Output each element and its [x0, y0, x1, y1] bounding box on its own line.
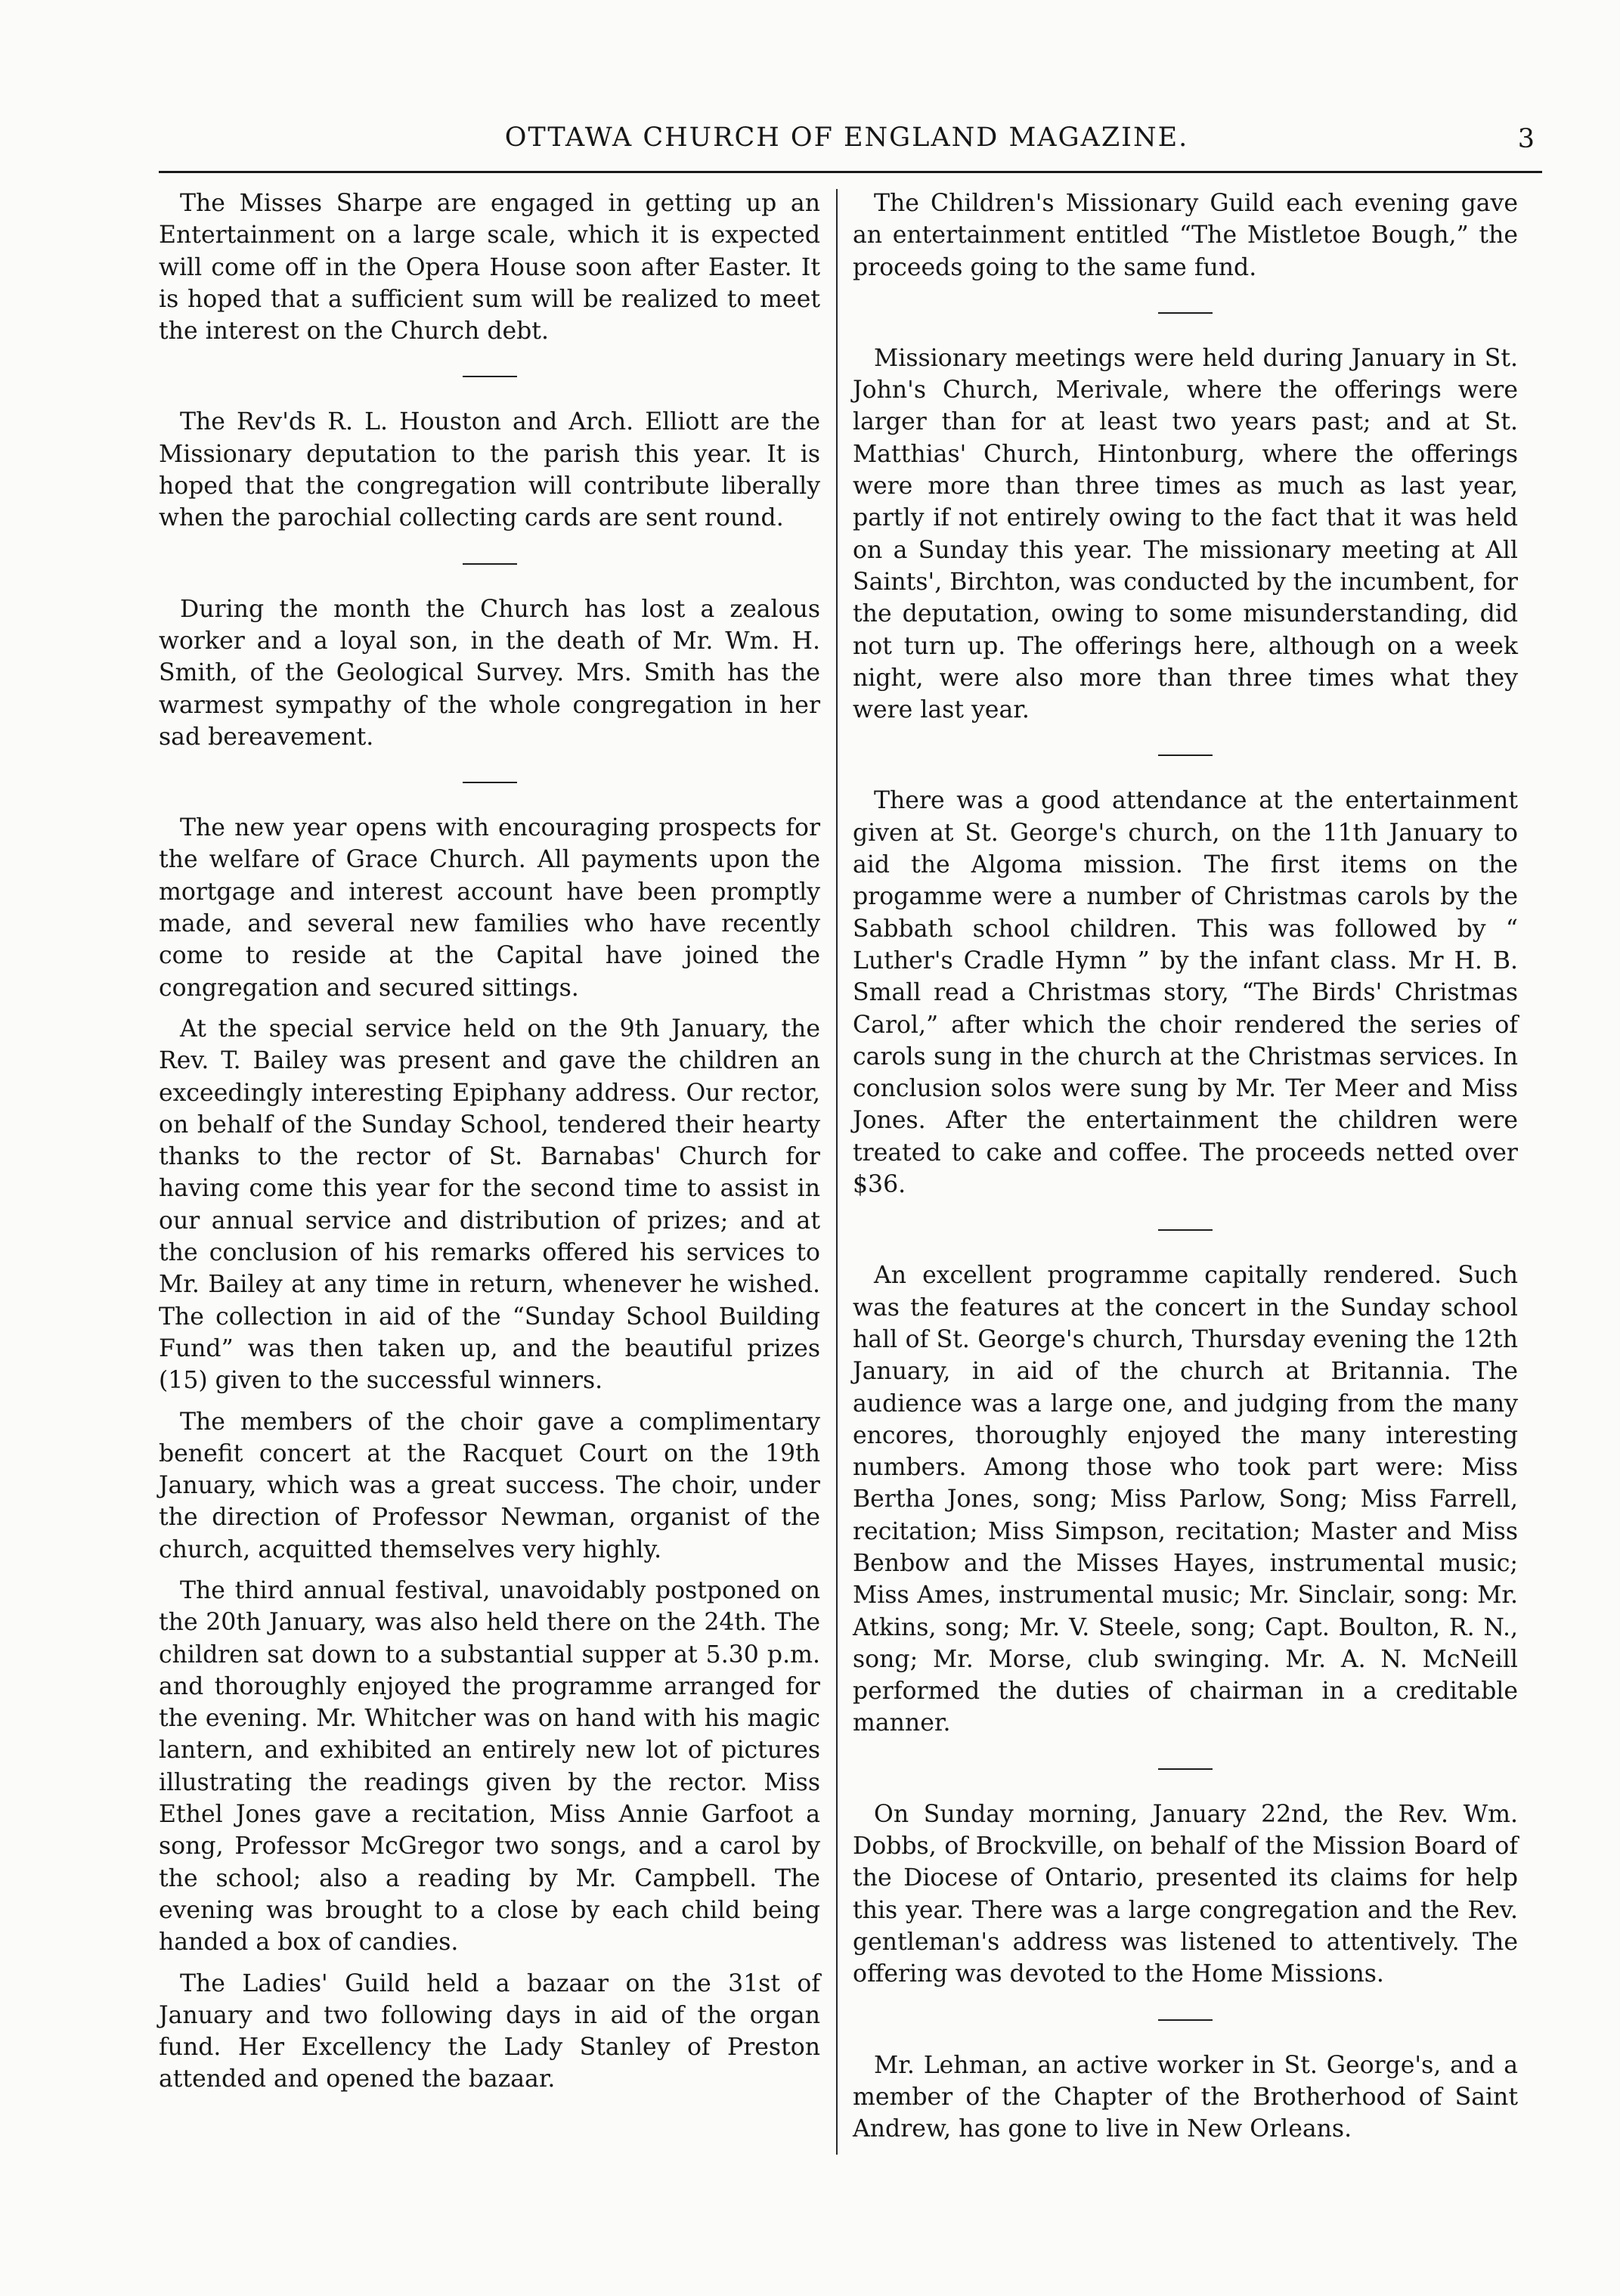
- paragraph: The Misses Sharpe are engaged in getting up an Entertainment on a large scale, which it is expected will come off in the Opera House soon after Easter. It is hoped that a sufficient sum will be realized to meet the interest on the Church debt.: [159, 190, 820, 345]
- page-number: 3: [1517, 124, 1535, 154]
- page-header: [147, 113, 1546, 159]
- right-column: [853, 187, 1518, 2145]
- paragraph: The third annual festival, unavoidably postponed on the 20th January, was also held there on the 24th. The children sat down to a substantial supper at 5.30 p.m. and thoroughly enjoyed the programme arranged for the evening. Mr. Whitcher was on hand with his magic lantern, and exhibited an entirely new lot of pictures illustrating the readings given by the rector. Miss Ethel Jones gave a recitation, Miss Annie Garfoot a song, Professor McGregor two songs, and a carol by the school; also a reading by Mr. Campbell. The evening was brought to a close by each child being handed a box of candies.: [159, 1576, 820, 1957]
- paragraph: There was a good attendance at the entertainment given at St. George's church, on the 11th January to aid the Algoma mission. The first items on the progamme were a number of Christmas carols by the Sabbath school children. This was followed by “ Luther's Cradle Hymn ” by the infant class. Mr H. B. Small read a Christmas story, “The Birds' Christmas Carol,” after which the choir rendered the series of carols sung in the church at the Christmas services. In conclusion solos were sung by Mr. Ter Meer and Miss Jones. After the entertainment the children were treated to cake and coffee. The proceeds netted over $36.: [853, 787, 1518, 1199]
- header-rule: [159, 171, 1542, 173]
- paragraph: At the special service held on the 9th January, the Rev. T. Bailey was present and gave the children an exceedingly interesting Epiphany address. Our rector, on behalf of the Sunday School, tendered their hearty thanks to the rector of St. Barnabas' Church for having come this year for the second time to assist in our annual service and distribution of prizes; and at the conclusion of his remarks offered his services to Mr. Bailey at any time in return, whenever he wished. The collection in aid of the “Sunday School Building Fund” was then taken up, and the beautiful prizes (15) given to the successful winners.: [159, 1015, 820, 1395]
- paragraph: The Rev'ds R. L. Houston and Arch. Elliott are the Missionary deputation to the parish this year. It is hoped that the congregation will contribute liberally when the parochial collecting cards are sent round.: [159, 408, 820, 532]
- paragraph: On Sunday morning, January 22nd, the Rev. Wm. Dobbs, of Brockville, on behalf of the Mission Board of the Diocese of Ontario, presented its claims for help this year. There was a large congregation and the Rev. gentleman's address was listened to attentively. The offering was devoted to the Home Missions.: [853, 1800, 1518, 1988]
- magazine-title: OTTAWA CHURCH OF ENGLAND MAGAZINE.: [504, 122, 1189, 153]
- paragraph: The new year opens with encouraging prospects for the welfare of Grace Church. All payments upon the mortgage and interest account have been promptly made, and several new families who have recently come to reside at the Capital have joined the congregation and secured sittings.: [159, 814, 820, 1002]
- left-column: [159, 187, 820, 2096]
- paragraph: Missionary meetings were held during January in St. John's Church, Merivale, where the offerings were larger than for at least two years past; and at St. Matthias' Church, Hintonburg, where the offerings were more than three times as much as last year, partly if not entirely owing to the fact that it was held on a Sunday this year. The missionary meeting at All Saints', Birchton, was conducted by the incumbent, for the deputation, owing to some misunderstanding, did not turn up. The offerings here, although on a week night, were also more than three times what they were last year.: [853, 344, 1518, 724]
- paragraph: Mr. Lehman, an active worker in St. George's, and a member of the Chapter of the Brotherhood of Saint Andrew, has gone to live in New Orleans.: [853, 2051, 1518, 2143]
- column-divider: [836, 189, 838, 2155]
- paragraph: The Children's Missionary Guild each evening gave an entertainment entitled “The Mistletoe Bough,” the proceeds going to the same fund.: [853, 190, 1518, 281]
- paragraph: The members of the choir gave a complimentary benefit concert at the Racquet Court on the 19th January, which was a great success. The choir, under the direction of Professor Newman, organist of the church, acquitted themselves very highly.: [159, 1408, 820, 1563]
- paragraph: The Ladies' Guild held a bazaar on the 31st of January and two following days in aid of the organ fund. Her Excellency the Lady Stanley of Preston attended and opened the bazaar.: [159, 1969, 820, 2093]
- paragraph: During the month the Church has lost a zealous worker and a loyal son, in the death of Mr. Wm. H. Smith, of the Geological Survey. Mrs. Smith has the warmest sympathy of the whole congregation in her sad bereavement.: [159, 595, 820, 751]
- paragraph: An excellent programme capitally rendered. Such was the features at the concert in the Sunday school hall of St. George's church, Thursday evening the 12th January, in aid of the church at Britannia. The audience was a large one, and judging from the many encores, thoroughly enjoyed the many interesting numbers. Among those who took part were: Miss Bertha Jones, song; Miss Parlow, Song; Miss Farrell, recitation; Miss Simpson, recitation; Master and Miss Benbow and the Misses Hayes, instrumental music; Miss Ames, instrumental music; Mr. Sinclair, song: Mr. Atkins, song; Mr. V. Steele, song; Capt. Boulton, R. N., song; Mr. Morse, club swinging. Mr. A. N. McNeill performed the duties of chairman in a creditable manner.: [853, 1262, 1518, 1737]
